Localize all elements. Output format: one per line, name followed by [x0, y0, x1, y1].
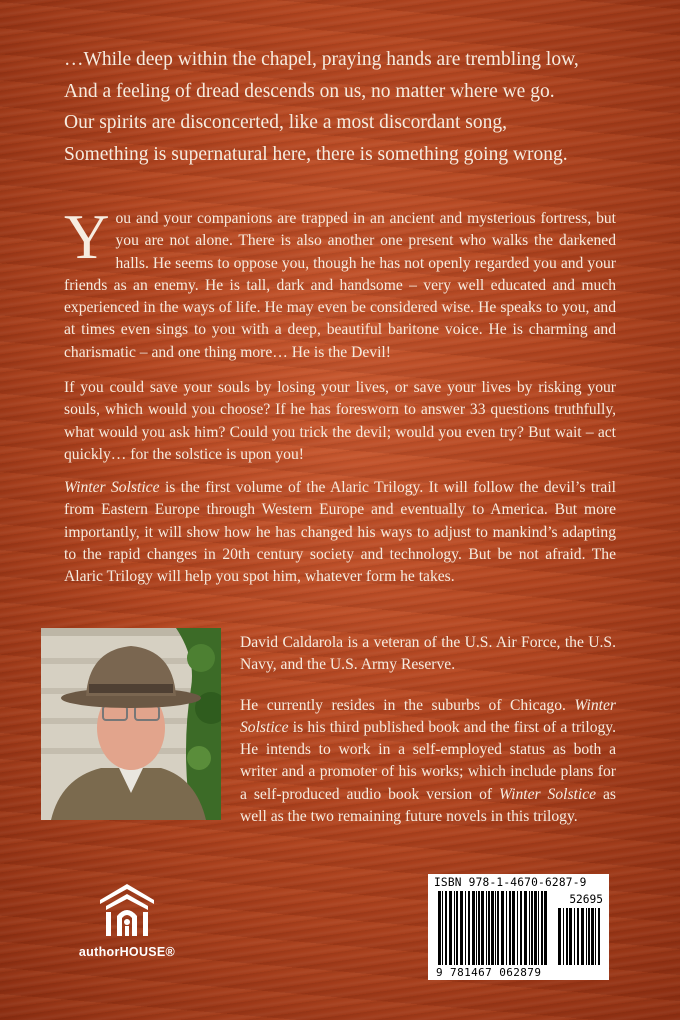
barcode-bar — [488, 891, 490, 965]
ean-barcode-bars — [438, 891, 550, 965]
barcode-bar — [501, 891, 504, 965]
barcode-bar — [468, 891, 470, 965]
poem-line-1: …While deep within the chapel, praying hands are trembling low, — [64, 49, 579, 70]
bio-book-title-2: Winter Solstice — [499, 785, 597, 803]
author-photo — [41, 628, 221, 820]
bio-book-title-1: Winter Solstice — [240, 696, 616, 736]
isbn-text: ISBN 978-1-4670-6287-9 — [434, 876, 587, 889]
price-barcode-bars — [558, 908, 602, 965]
bio-p2-part-b: is his third published book and the first of a trilogy. He intends to work in a self-employed status as both a writer and a promoter of his works; which include plans for a self-produced audio book version of — [240, 718, 616, 803]
barcode-bar — [595, 908, 596, 965]
blurb-p1-text: ou and your companions are trapped in an ancient and mysterious fortress, but you are not alone. There is also another one present who walks the darkened halls. He seems to oppose you, though he has not openly regarded you and your friends as an enemy. He is tall, dark and handsome – very well educated and much experienced in the ways of life. He may even be considered wise. He speaks to you, and at times even sings to you with a deep, beautiful baritone voice. He is charming and charismatic – and one thing more… He is the Devil! — [64, 210, 616, 361]
barcode-bar — [541, 891, 543, 965]
barcode-bar — [512, 891, 515, 965]
barcode-bar — [577, 908, 579, 965]
barcode-bar — [476, 891, 477, 965]
barcode-bar — [472, 891, 475, 965]
author-portrait-icon — [41, 628, 221, 820]
bio-paragraph-1: David Caldarola is a veteran of the U.S. Air Force, the U.S. Navy, and the U.S. Army Reserve. — [240, 634, 616, 674]
barcode-bar — [566, 908, 568, 965]
drop-cap: Y — [64, 202, 110, 272]
barcode-bar — [524, 891, 527, 965]
barcode-bar — [486, 891, 487, 965]
barcode-bar — [445, 891, 447, 965]
barcode-bar — [563, 908, 564, 965]
bio-p2-part-a: He currently resides in the suburbs of Chicago. — [240, 696, 575, 714]
barcode-bar — [520, 891, 522, 965]
barcode-bar — [544, 891, 547, 965]
publisher-logo — [62, 880, 192, 970]
isbn-barcode — [428, 874, 609, 980]
barcode-bar — [481, 891, 484, 965]
barcode-bar — [581, 908, 584, 965]
blurb-p3-text: is the first volume of the Alaric Trilogy. It will follow the devil’s trail from Eastern Europe through Western Europe and eventually to America. But more importantly, it will show how he has changed his ways to adjust to mankind’s adapting to the rapid changes in 20th century society and technology. But be not afraid. The Alaric Trilogy will help you spot him, whatever form he takes. — [64, 479, 616, 586]
barcode-bar — [591, 908, 594, 965]
barcode-bar — [529, 891, 530, 965]
authorhouse-logo-icon — [92, 880, 162, 938]
barcode-bar — [497, 891, 499, 965]
barcode-bar — [588, 908, 590, 965]
barcode-bar — [538, 891, 539, 965]
price-code: 52695 — [569, 893, 603, 906]
bio-paragraph-2 — [240, 695, 616, 829]
barcode-bar — [506, 891, 507, 965]
author-bio — [240, 632, 616, 846]
barcode-bar — [456, 891, 458, 965]
book-title-italic: Winter Solstice — [64, 479, 160, 496]
barcode-bar — [569, 908, 572, 965]
epigraph-poem — [64, 44, 624, 170]
blurb-paragraph-3 — [64, 477, 616, 588]
barcode-bar — [449, 891, 452, 965]
publisher-name: authorHOUSE® — [78, 945, 176, 959]
barcode-bar — [598, 908, 600, 965]
poem-line-4: Something is supernatural here, there is something going wrong. — [64, 143, 568, 165]
blurb-paragraph-2: If you could save your souls by losing your lives, or save your lives by risking your souls, which would you choose? If he has foresworn to answer 33 questions truthfully, what would you ask him? Could you trick the devil; would you even try? But wait – act quickly… for the solstice is upon you! — [64, 379, 616, 463]
barcode-bar — [558, 908, 561, 965]
barcode-bar — [454, 891, 455, 965]
barcode-bar — [495, 891, 496, 965]
poem-line-3: Our spirits are disconcerted, like a most discordant song, — [64, 112, 507, 133]
barcode-bar — [491, 891, 494, 965]
barcode-bar — [465, 891, 466, 965]
barcode-bar — [442, 891, 443, 965]
barcode-bar — [517, 891, 518, 965]
ean-digits: 9 781467 062879 — [436, 966, 542, 979]
blurb-paragraph-1 — [64, 202, 616, 364]
barcode-bar — [478, 891, 480, 965]
barcode-bar — [574, 908, 575, 965]
barcode-bar — [534, 891, 537, 965]
barcode-bar — [460, 891, 463, 965]
poem-line-2: And a feeling of dread descends on us, no matter where we go. — [64, 80, 555, 102]
barcode-bar — [586, 908, 587, 965]
barcode-bar — [531, 891, 533, 965]
barcode-bar — [509, 891, 511, 965]
bio-p2-part-c: as well as the two remaining future novels in this trilogy. — [240, 785, 616, 826]
barcode-bar — [438, 891, 441, 965]
